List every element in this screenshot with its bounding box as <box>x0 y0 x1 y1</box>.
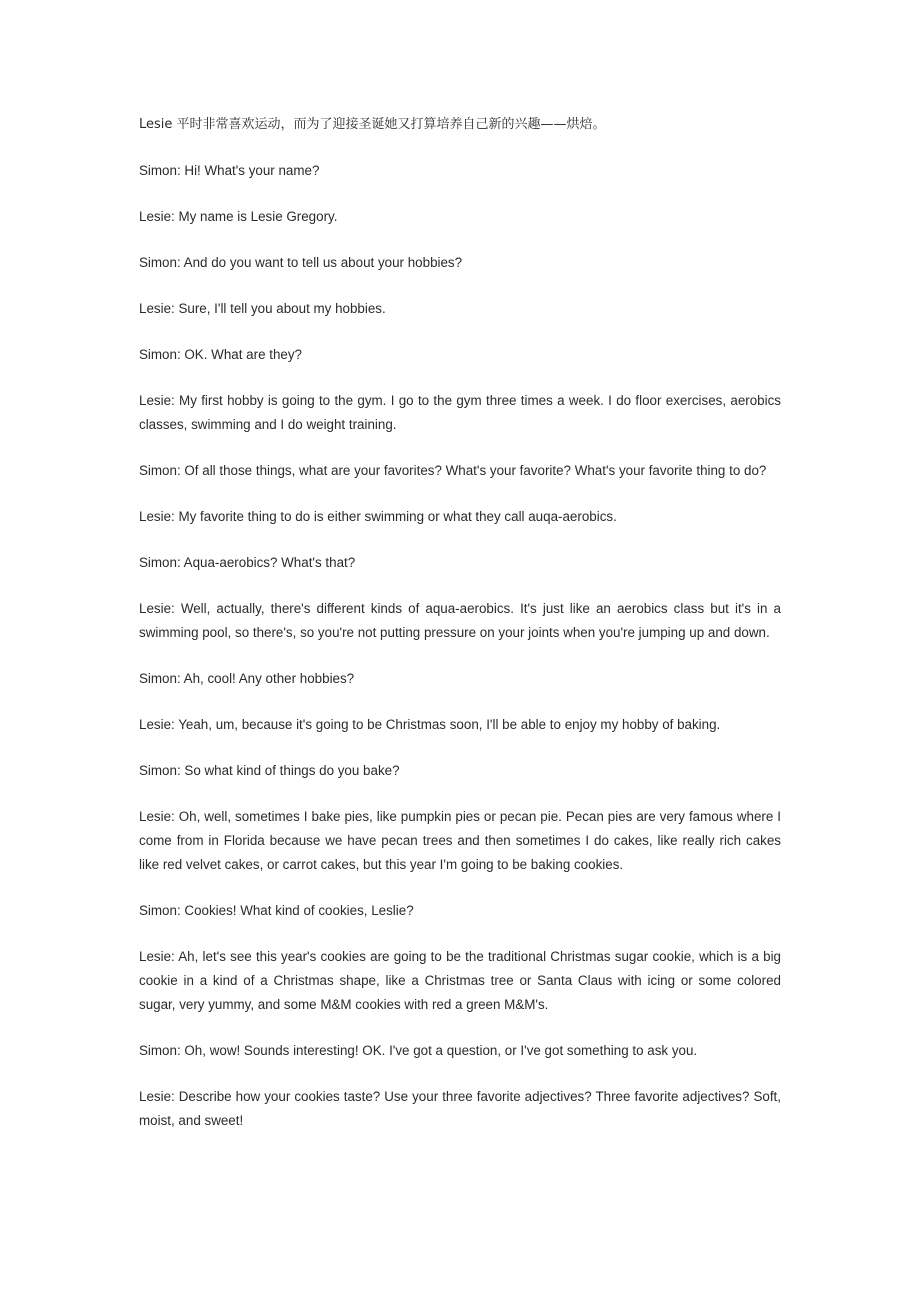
dialogue-line: Lesie: Oh, well, sometimes I bake pies, like pumpkin pies or pecan pie. Pecan pies are very famous where I come from in Florida because we have pecan trees and then sometimes I do cakes, like really rich cakes like red velvet cakes, or carrot cakes, but this year I'm going to be baking cookies. <box>139 809 781 872</box>
document-body <box>139 113 781 1155</box>
intro-paragraph: Lesie 平时非常喜欢运动，而为了迎接圣诞她又打算培养自己新的兴趣——烘焙。 <box>139 117 606 132</box>
dialogue-line: Simon: Aqua-aerobics? What's that? <box>139 555 356 570</box>
dialogue-line: Simon: Ah, cool! Any other hobbies? <box>139 671 355 686</box>
dialogue-line: Lesie: My favorite thing to do is either swimming or what they call auqa-aerobics. <box>139 509 617 524</box>
dialogue-line: Simon: Cookies! What kind of cookies, Leslie? <box>139 903 414 918</box>
dialogue-line: Simon: Hi! What's your name? <box>139 163 320 178</box>
dialogue-line: Lesie: My first hobby is going to the gym. I go to the gym three times a week. I do floor exercises, aerobics classes, swimming and I do weight training. <box>139 393 781 432</box>
dialogue-line: Simon: Of all those things, what are your favorites? What's your favorite? What's your favorite thing to do? <box>139 463 767 478</box>
dialogue-line: Lesie: Well, actually, there's different kinds of aqua-aerobics. It's just like an aerobics class but it's in a swimming pool, so there's, so you're not putting pressure on your joints when you're jumping up and down. <box>139 601 781 640</box>
dialogue-line: Lesie: My name is Lesie Gregory. <box>139 209 338 224</box>
dialogue-line: Simon: So what kind of things do you bake? <box>139 763 400 778</box>
dialogue-line: Simon: And do you want to tell us about your hobbies? <box>139 255 463 270</box>
dialogue-line: Simon: Oh, wow! Sounds interesting! OK. I've got a question, or I've got something to ask you. <box>139 1043 698 1058</box>
dialogue-line: Lesie: Sure, I'll tell you about my hobbies. <box>139 301 386 316</box>
dialogue-line: Simon: OK. What are they? <box>139 347 302 362</box>
dialogue-line: Lesie: Describe how your cookies taste? Use your three favorite adjectives? Three favorite adjectives? Soft, moist, and sweet! <box>139 1089 781 1128</box>
dialogue-line: Lesie: Yeah, um, because it's going to be Christmas soon, I'll be able to enjoy my hobby of baking. <box>139 717 721 732</box>
dialogue-line: Lesie: Ah, let's see this year's cookies are going to be the traditional Christmas sugar cookie, which is a big cookie in a kind of a Christmas shape, like a Christmas tree or Santa Claus with icing or some colored sugar, very yummy, and some M&M cookies with red a green M&M's. <box>139 949 781 1012</box>
